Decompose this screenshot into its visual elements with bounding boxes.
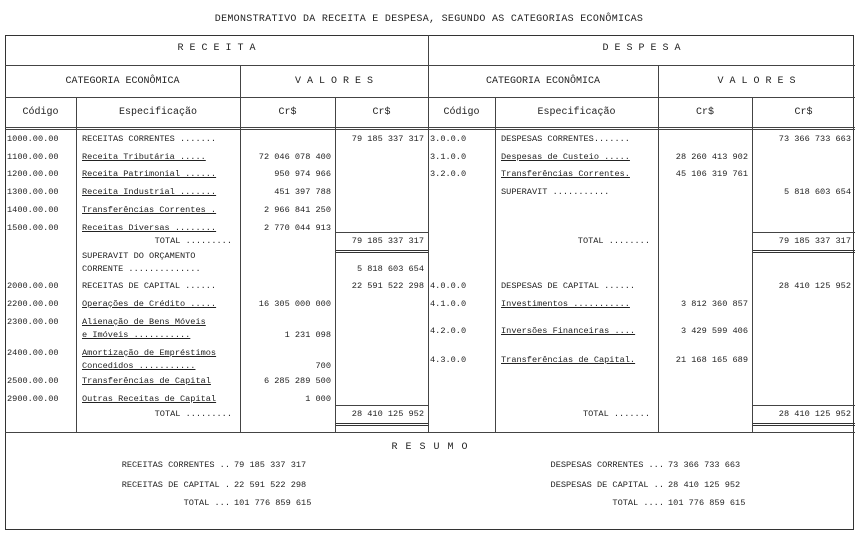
receita-value: 6 285 289 500 [263, 376, 331, 386]
despesa-spec: Inversões Financeiras .... [501, 326, 636, 336]
despesa-value: 5 818 603 654 [783, 187, 851, 197]
despesa-value: 28 260 413 902 [675, 152, 748, 162]
divider-line [5, 129, 855, 130]
resumo-value: 79 185 337 317 [234, 460, 307, 470]
receita-spec: Concedidos ........... [82, 361, 196, 371]
receita-value: 2 966 841 250 [263, 205, 331, 215]
despesa-codigo-header: Código [443, 107, 480, 118]
receita-cr1-header: Cr$ [278, 107, 297, 118]
receita-code: 2000.00.00 [7, 281, 59, 291]
despesa-spec: DESPESAS CORRENTES....... [501, 134, 630, 144]
document-title: DEMONSTRATIVO DA RECEITA E DESPESA, SEGUNDO AS CATEGORIAS ECONÔMICAS [214, 14, 644, 25]
despesa-code: 3.2.0.0 [430, 169, 467, 179]
receita-value: 700 [315, 361, 331, 371]
column-line [240, 65, 241, 432]
receita-value: 1 231 098 [284, 330, 331, 340]
receita-value: 22 591 522 298 [351, 281, 424, 291]
despesa-spec: Investimentos ........... [501, 299, 630, 309]
resumo-label: TOTAL ... [183, 498, 230, 508]
divider-line [5, 127, 855, 128]
despesa-value: 3 812 360 857 [680, 299, 748, 309]
receita-spec: Outras Receitas de Capital [82, 394, 217, 404]
resumo-value: 101 776 859 615 [234, 498, 312, 508]
receita-spec: CORRENTE .............. [82, 264, 201, 274]
resumo-label: RECEITAS DE CAPITAL . [121, 480, 230, 490]
receita-spec: TOTAL ......... [154, 236, 232, 246]
despesa-categoria-header: CATEGORIA ECONÔMICA [485, 76, 601, 87]
column-line [495, 97, 496, 432]
despesa-value: 28 410 125 952 [778, 281, 851, 291]
despesa-cr1-header: Cr$ [695, 107, 714, 118]
despesa-spec-header: Especificação [537, 107, 616, 118]
despesa-value: 3 429 599 406 [680, 326, 748, 336]
receita-spec: RECEITAS CORRENTES ....... [82, 134, 217, 144]
despesa-value: 45 106 319 761 [675, 169, 748, 179]
receita-spec: e Imóveis ........... [82, 330, 191, 340]
despesa-code: 3.0.0.0 [430, 134, 467, 144]
receita-valores-header: V A L O R E S [294, 76, 373, 87]
resumo-value: 22 591 522 298 [234, 480, 307, 490]
despesa-spec: Despesas de Custeio ..... [501, 152, 630, 162]
despesa-spec: TOTAL ........ [577, 236, 650, 246]
receita-value: 79 185 337 317 [351, 134, 424, 144]
receita-value: 950 974 966 [274, 169, 331, 179]
resumo-value: 73 366 733 663 [668, 460, 741, 470]
receita-code: 1300.00.00 [7, 187, 59, 197]
receita-value: 79 185 337 317 [351, 236, 424, 246]
receita-value: 451 397 788 [274, 187, 331, 197]
total-line [753, 232, 855, 233]
receita-code: 2200.00.00 [7, 299, 59, 309]
column-line [752, 97, 753, 432]
total-line [336, 405, 428, 406]
receita-spec: Receitas Diversas ........ [82, 223, 217, 233]
receita-code: 1000.00.00 [7, 134, 59, 144]
divider-line [5, 65, 855, 66]
despesa-spec: SUPERAVIT ........... [501, 187, 610, 197]
despesa-spec: Transferências Correntes. [501, 169, 630, 179]
receita-codigo-header: Código [22, 107, 59, 118]
receita-spec: Transferências Correntes . [82, 205, 217, 215]
despesa-value: 28 410 125 952 [778, 409, 851, 419]
receita-code: 2400.00.00 [7, 348, 59, 358]
despesa-value: 21 168 165 689 [675, 355, 748, 365]
receita-categoria-header: CATEGORIA ECONÔMICA [65, 76, 180, 87]
despesa-heading: D E S P E S A [602, 43, 681, 54]
despesa-cr2-header: Cr$ [794, 107, 813, 118]
receita-spec: TOTAL ......... [154, 409, 232, 419]
receita-spec: Transferências de Capital [82, 376, 211, 386]
despesa-code: 4.2.0.0 [430, 326, 467, 336]
receita-code: 1400.00.00 [7, 205, 59, 215]
receita-cr2-header: Cr$ [372, 107, 391, 118]
receita-code: 2900.00.00 [7, 394, 59, 404]
resumo-heading: R E S U M O [391, 442, 469, 453]
despesa-spec: DESPESAS DE CAPITAL ...... [501, 281, 636, 291]
despesa-code: 4.3.0.0 [430, 355, 467, 365]
column-line [76, 97, 77, 432]
resumo-value: 101 776 859 615 [668, 498, 746, 508]
receita-spec: Receita Patrimonial ...... [82, 169, 217, 179]
receita-spec: Receita Industrial ....... [82, 187, 217, 197]
resumo-value: 28 410 125 952 [668, 480, 741, 490]
resumo-label: RECEITAS CORRENTES .. [121, 460, 230, 470]
total-double-line [336, 250, 428, 253]
receita-value: 16 305 000 000 [258, 299, 331, 309]
despesa-spec: Transferências de Capital. [501, 355, 636, 365]
column-line [428, 35, 429, 432]
receita-code: 2300.00.00 [7, 317, 59, 327]
receita-code: 1200.00.00 [7, 169, 59, 179]
resumo-label: DESPESAS CORRENTES ... [550, 460, 664, 470]
receita-value: 2 770 044 913 [263, 223, 331, 233]
despesa-value: 73 366 733 663 [778, 134, 851, 144]
total-line [753, 405, 855, 406]
receita-code: 1500.00.00 [7, 223, 59, 233]
resumo-label: TOTAL .... [612, 498, 664, 508]
receita-spec: Operações de Crédito ..... [82, 299, 217, 309]
receita-spec: Alienação de Bens Móveis [82, 317, 206, 327]
total-double-line [753, 423, 855, 426]
receita-heading: R E C E I T A [177, 43, 256, 54]
receita-code: 2500.00.00 [7, 376, 59, 386]
divider-line [5, 432, 855, 433]
receita-spec: Amortização de Empréstimos [82, 348, 217, 358]
receita-spec: RECEITAS DE CAPITAL ...... [82, 281, 217, 291]
column-line [658, 65, 659, 432]
despesa-spec: TOTAL ....... [582, 409, 650, 419]
receita-value: 28 410 125 952 [351, 409, 424, 419]
receita-spec-header: Especificação [118, 107, 197, 118]
receita-value: 1 000 [305, 394, 331, 404]
receita-value: 5 818 603 654 [356, 264, 424, 274]
total-line [336, 232, 428, 233]
receita-spec: Receita Tributária ..... [82, 152, 206, 162]
despesa-value: 79 185 337 317 [778, 236, 851, 246]
despesa-code: 4.1.0.0 [430, 299, 467, 309]
despesa-code: 4.0.0.0 [430, 281, 467, 291]
divider-line [5, 97, 855, 98]
despesa-valores-header: V A L O R E S [717, 76, 796, 87]
total-double-line [753, 250, 855, 253]
resumo-label: DESPESAS DE CAPITAL .. [550, 480, 664, 490]
total-double-line [336, 423, 428, 426]
column-line [335, 97, 336, 432]
receita-code: 1100.00.00 [7, 152, 59, 162]
receita-value: 72 046 078 400 [258, 152, 331, 162]
receita-spec: SUPERAVIT DO ORÇAMENTO [82, 251, 196, 261]
despesa-code: 3.1.0.0 [430, 152, 467, 162]
